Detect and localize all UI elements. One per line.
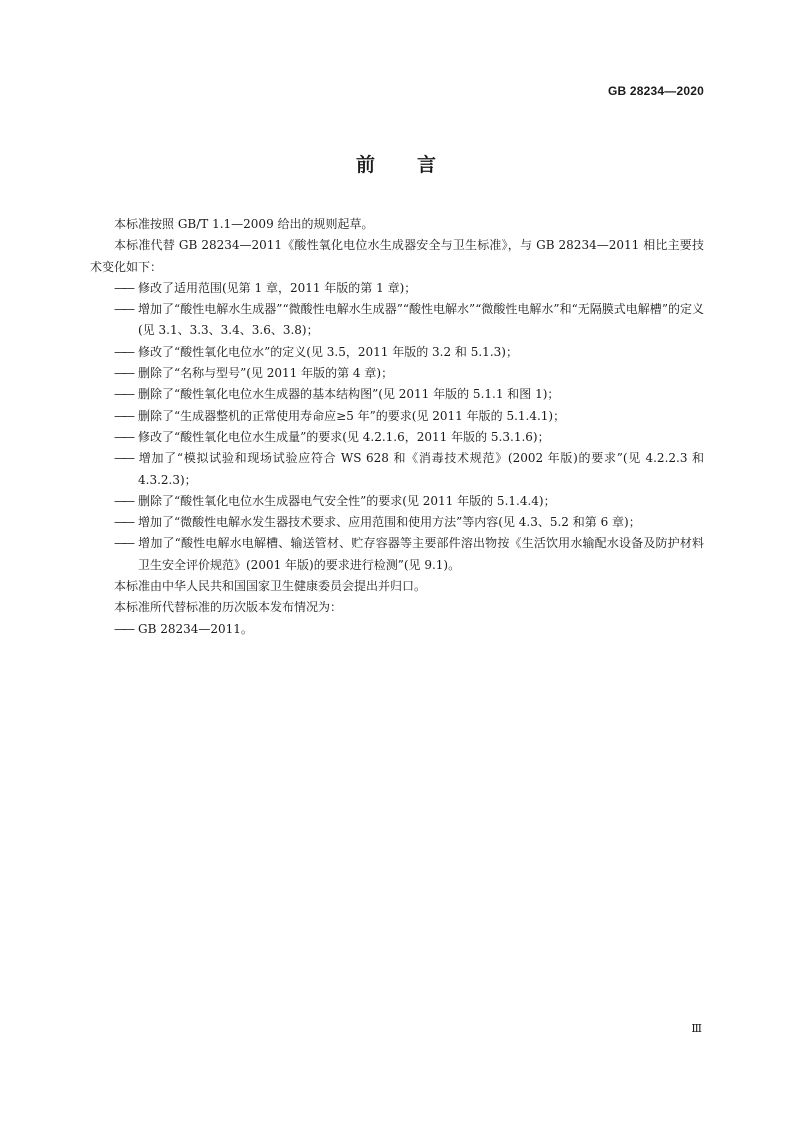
dash-marker: —— xyxy=(114,387,132,402)
page-title xyxy=(0,150,794,177)
list-item-text: 修改了“酸性氧化电位水”的定义(见 3.5，2011 年版的 3.2 和 5.1.3)； xyxy=(138,344,518,359)
list-item xyxy=(90,533,704,576)
dash-marker: —— xyxy=(114,621,132,636)
dash-marker: —— xyxy=(114,280,132,295)
history-list xyxy=(90,619,704,640)
dash-marker: —— xyxy=(114,515,132,530)
list-item-text: 增加了“酸性电解水生成器”“微酸性电解水生成器”“酸性电解水”“微酸性电解水”和“无隔膜式电解槽”的定义(见 3.1、3.3、3.4、3.6、3.8)； xyxy=(138,302,704,338)
list-item-text: 增加了“微酸性电解水发生器技术要求、应用范围和使用方法”等内容(见 4.3、5.2 和第 6 章)； xyxy=(138,515,641,530)
title-part-2: 言 xyxy=(417,154,439,176)
list-item xyxy=(90,278,704,299)
standard-code: GB 28234—2020 xyxy=(608,84,704,98)
list-item-text: 增加了“酸性电解水电解槽、输送管材、贮存容器等主要部件溶出物按《生活饮用水输配水设备及防护材料卫生安全评价规范》(2001 年版)的要求进行检测”(见 9.1)。 xyxy=(138,536,704,572)
document-body xyxy=(90,214,704,640)
page-number: Ⅲ xyxy=(691,1022,702,1035)
list-item xyxy=(90,448,704,491)
paragraph-replacement: 本标准代替 GB 28234—2011《酸性氧化电位水生成器安全与卫生标准》，与 GB 28234—2011 相比主要技术变化如下： xyxy=(90,238,704,274)
dash-marker: —— xyxy=(114,344,132,359)
list-item xyxy=(90,342,704,363)
change-list xyxy=(90,278,704,576)
list-item xyxy=(90,363,704,384)
list-item xyxy=(90,512,704,533)
list-item-text: 删除了“名称与型号”(见 2011 年版的第 4 章)； xyxy=(138,366,394,381)
list-item xyxy=(90,384,704,405)
dash-marker: —— xyxy=(114,366,132,381)
paragraph-proposer: 本标准由中华人民共和国国家卫生健康委员会提出并归口。 xyxy=(114,579,427,594)
list-item-text: 增加了“模拟试验和现场试验应符合 WS 628 和《消毒技术规范》(2002 年版)的要求”(见 4.2.2.3 和 4.3.2.3)； xyxy=(138,451,704,487)
title-part-1: 前 xyxy=(355,154,377,176)
dash-marker: —— xyxy=(114,536,132,551)
dash-marker: —— xyxy=(114,408,132,423)
list-item-text: 删除了“酸性氧化电位水生成器的基本结构图”(见 2011 年版的 5.1.1 和图 1)； xyxy=(138,387,560,402)
list-item-text: GB 28234—2011。 xyxy=(138,621,253,636)
list-item xyxy=(90,406,704,427)
list-item-text: 删除了“酸性氧化电位水生成器电气安全性”的要求(见 2011 年版的 5.1.4.4)； xyxy=(138,493,556,508)
dash-marker: —— xyxy=(114,302,132,317)
dash-marker: —— xyxy=(114,429,132,444)
list-item-text: 修改了“酸性氧化电位水生成量”的要求(见 4.2.1.6，2011 年版的 5.3.1.6)； xyxy=(138,429,550,444)
list-item xyxy=(90,299,704,342)
list-item xyxy=(90,491,704,512)
paragraph-history-intro: 本标准所代替标准的历次版本发布情况为： xyxy=(114,600,343,615)
list-item xyxy=(90,619,704,640)
list-item-text: 删除了“生成器整机的正常使用寿命应≥5 年”的要求(见 2011 年版的 5.1.4.1)； xyxy=(138,408,566,423)
dash-marker: —— xyxy=(114,451,132,466)
list-item-text: 修改了适用范围(见第 1 章，2011 年版的第 1 章)； xyxy=(138,280,417,295)
paragraph-drafting-rule: 本标准按照 GB/T 1.1—2009 给出的规则起草。 xyxy=(114,217,374,231)
dash-marker: —— xyxy=(114,493,132,508)
list-item xyxy=(90,427,704,448)
